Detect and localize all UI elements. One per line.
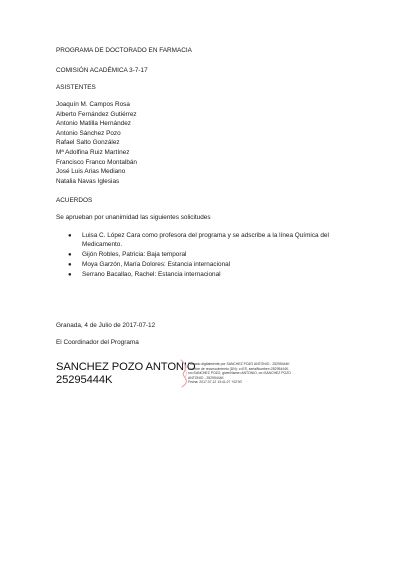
attendee-name: Rafael Salto González [56,139,120,147]
list-item-text: Serrano Bacallao, Rachel: Estancia internacional [82,271,221,279]
signature-detail-line: Nombre de reconocimiento (DN): c=ES, serialNumber=25295444K, [188,366,290,371]
list-item [68,271,368,280]
list-item-text-continued: Medicamento. [82,240,123,248]
attendee-name: Natalia Navas Iglesias [56,177,120,185]
attendee-name: Francisco Franco Montalbán [56,158,137,166]
list-item-text: Gijón Robles, Patricia: Baja temporal [82,250,187,258]
signer-name-line: SANCHEZ POZO ANTONIO [56,361,196,373]
bullet-icon: ● [68,251,72,258]
signer-name [56,361,196,387]
agreements-intro: Se aprueban por unanimidad las siguientes solicitudes [56,214,211,221]
attendees-heading: ASISTENTES [56,84,96,91]
attendee-name: Alberto Fernández Gutiérrez [56,110,137,118]
bullet-icon: ● [68,261,72,268]
list-item-text: Luisa C. López Cara como profesora del programa y se adscribe a la línea Química del [82,232,329,239]
attendee-name: José Luis Arias Mediano [56,168,126,176]
signature-detail-line: sn=SANCHEZ POZO, givenName=ANTONIO, cn=SANCHEZ POZO [188,371,291,375]
attendees-list [56,100,137,186]
agreements-list [68,232,368,281]
agreements-heading: ACUERDOS [56,197,93,204]
digital-signature-details [188,362,298,385]
closing-role: El Coordinador del Programa [56,339,139,346]
signature-detail-line: Firmado digitalmente por SANCHEZ POZO ANTONIO - 25295444K [188,362,290,366]
bullet-icon: ● [68,233,72,239]
attendee-name: Antonio Matilla Hernández [56,120,131,128]
signature-detail-line: Fecha: 2017.07.12 13:41:27 +02'00' [188,380,243,384]
attendee-name: Joaquín M. Campos Rosa [56,101,130,108]
signer-id-line: 25295444K [56,374,113,386]
closing-date: Granada, 4 de Julio de 2017-07-12 [56,322,156,329]
list-item-text: Moya Garzón, María Dolores: Estancia internacional [82,260,231,268]
signature-detail-line: ANTONIO - 25295444K [188,375,224,380]
list-item [68,261,368,270]
attendee-name: Antonio Sánchez Pozo [56,129,121,137]
list-item [68,232,368,249]
bullet-icon: ● [68,272,72,279]
program-title: PROGRAMA DE DOCTORADO EN FARMACIA [56,47,192,54]
list-item [68,251,368,260]
commission-title: COMISIÓN ACADÉMICA 3-7-17 [56,67,148,74]
attendee-name: Mª Adolfina Ruiz Martínez [56,148,130,156]
